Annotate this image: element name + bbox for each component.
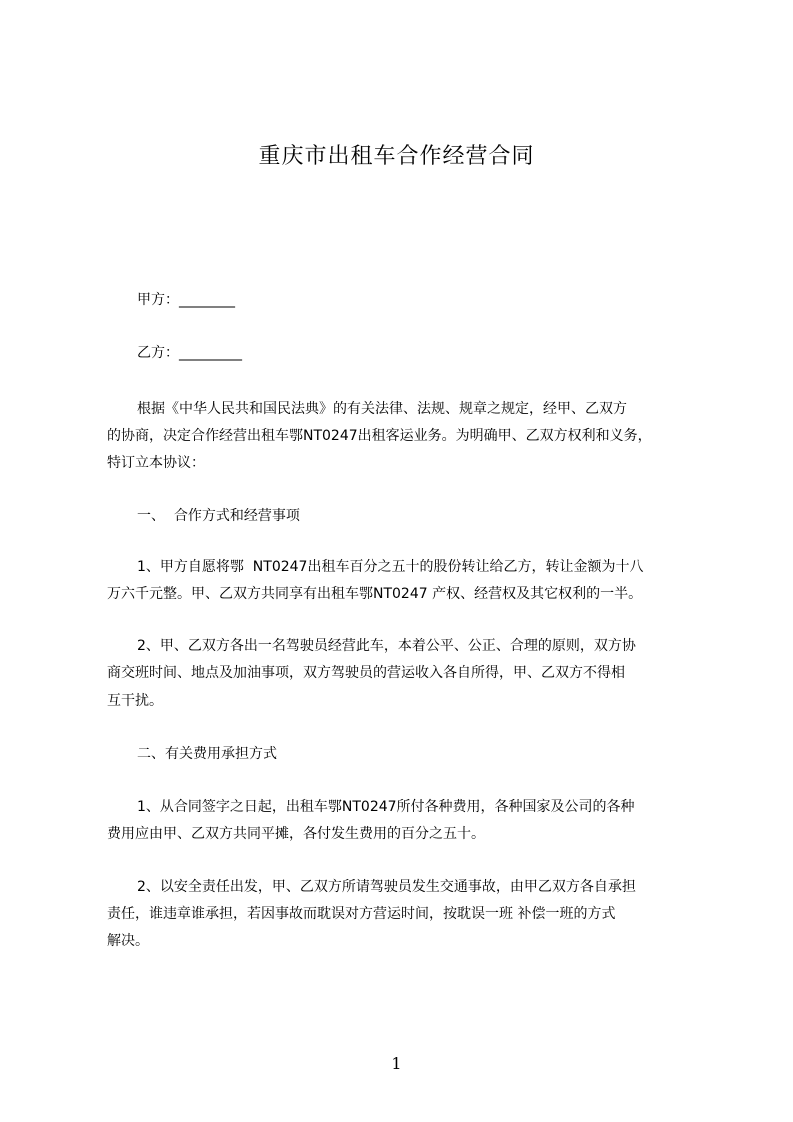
section-1-heading (0, 506, 793, 546)
clause-2-2-text-2: 责任，谁违章谁承担，若因事故而耽误对方营运时间，按耽误一班 补偿一班的方式 (107, 906, 616, 922)
clause-2-1-text-1: 1、从合同签字之日起，出租车鄂NT0247所付各种费用，各种国家及公司的各种 (137, 799, 635, 815)
clause-1-2-text-2: 商交班时间、地点及加油事项，双方驾驶员的营运收入各自所得，甲、乙双方不得相 (107, 665, 625, 681)
intro-line-3 (0, 453, 793, 493)
clause-2-1-line-2 (0, 824, 793, 864)
intro-text-3: 特订立本协议： (107, 455, 205, 471)
clause-1-1-line-2 (0, 584, 793, 624)
intro-text-2: 的协商，决定合作经营出租车鄂NT0247出租客运业务。为明确甲、乙双方权利和义务， (107, 428, 652, 444)
party-a-text: 甲方：________ (137, 292, 235, 308)
party-b-line (0, 343, 793, 383)
clause-1-1-text-1: 1、甲方自愿将鄂 NT0247出租车百分之五十的股份转让给乙方，转让金额为十八 (137, 559, 644, 575)
clause-1-1-text-2: 万六千元整。甲、乙双方共同享有出租车鄂NT0247 产权、经营权及其它权利的一半。 (107, 586, 643, 602)
party-b-text: 乙方：_________ (137, 345, 242, 361)
clause-2-2-line-3 (0, 931, 793, 971)
clause-2-1-text-2: 费用应由甲、乙双方共同平摊，各付发生费用的百分之五十。 (107, 826, 485, 842)
clause-2-2-text-1: 2、以安全责任出发，甲、乙双方所请驾驶员发生交通事故，由甲乙双方各自承担 (137, 879, 636, 895)
section-2-heading-text: 二、有关费用承担方式 (137, 746, 277, 762)
intro-text-1: 根据《中华人民共和国民法典》的有关法律、法规、规章之规定，经甲、乙双方 (137, 401, 627, 417)
clause-2-2-text-3: 解决。 (107, 933, 149, 949)
party-a-line (0, 290, 793, 330)
clause-1-2-text-3: 互干扰。 (107, 693, 163, 709)
page-number: 1 (391, 1054, 402, 1073)
clause-1-2-line-3 (0, 691, 793, 731)
clause-1-2-text-1: 2、甲、乙双方各出一名驾驶员经营此车，本着公平、公正、合理的原则，双方协 (137, 638, 636, 654)
section-2-heading (0, 744, 793, 784)
section-1-heading-text: 一、 合作方式和经营事项 (137, 508, 300, 524)
document-title: 重庆市出租车合作经营合同 (258, 144, 535, 169)
